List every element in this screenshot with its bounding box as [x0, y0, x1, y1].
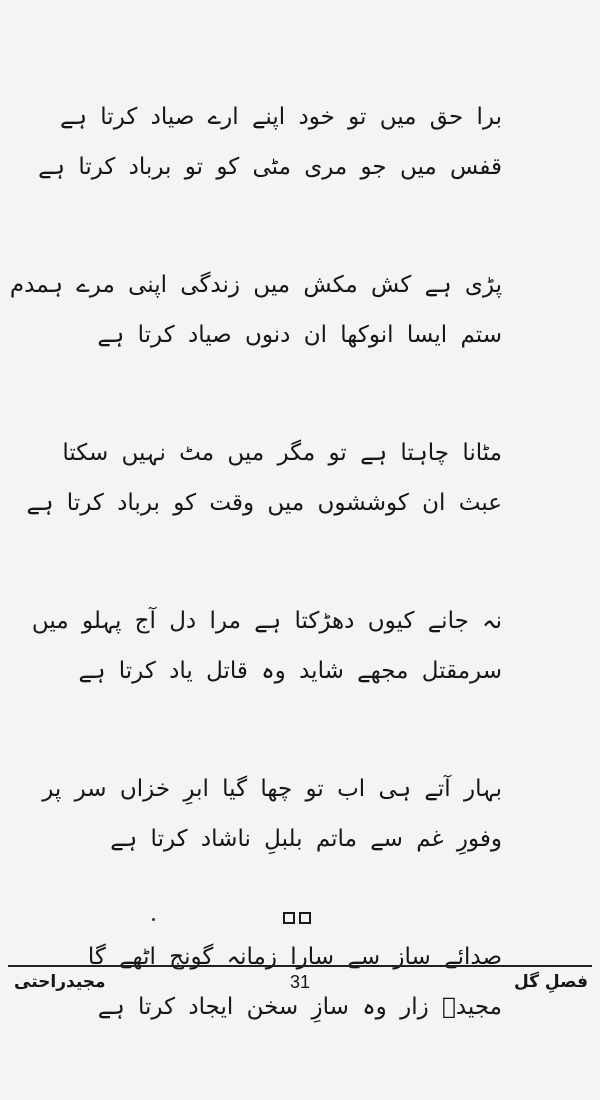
stanza-1 [38, 92, 502, 192]
footer-book-title: فصلِ گل [513, 972, 588, 992]
stanza-5 [42, 764, 502, 864]
stanza-3 [26, 428, 502, 528]
poem-line: مٹانا چاہتا ہے تو مگر میں مٹ نہیں سکتا [62, 440, 502, 466]
poem-line: نہ جانے کیوں دھڑکتا ہے مرا دل آج پہلو میں [31, 608, 502, 634]
footer-rule [8, 965, 592, 967]
stanza-2 [9, 260, 502, 360]
footer-author: مجیدراحتی [14, 972, 106, 992]
page-number: 31 [289, 972, 311, 992]
poem-line: عبث ان کوششوں میں وقت کو برباد کرتا ہے [26, 490, 502, 516]
poem-line: برا حق میں تو خود اپنے ارے صیاد کرتا ہے [60, 104, 502, 130]
poem-line: صدائے ساز سے سارا زمانہ گونج اٹھے گا [87, 944, 502, 970]
ornament-square-icon [283, 912, 295, 924]
poem-line: بہار آتے ہی اب تو چھا گیا ابرِ خزاں سر پر [42, 776, 502, 802]
poem-line: وفورِ غم سے ماتم بلبلِ ناشاد کرتا ہے [110, 826, 502, 852]
ink-dot [152, 918, 155, 921]
poem-line: سرمقتل مجھے شاید وہ قاتل یاد کرتا ہے [78, 658, 502, 684]
page-footer [0, 972, 600, 1002]
ornament-square-icon [299, 912, 311, 924]
poem-line: قفس میں جو مری مٹی کو تو برباد کرتا ہے [38, 154, 502, 180]
poem-line: ستم ایسا انوکھا ان دنوں صیاد کرتا ہے [97, 322, 502, 348]
section-end-ornament [283, 912, 311, 924]
poem-line: پڑی ہے کش مکش میں زندگی اپنی مرے ہمدم [9, 272, 502, 298]
poem-line: مجیدؔ زار وہ سازِ سخن ایجاد کرتا ہے [97, 994, 502, 1020]
stanza-4 [31, 596, 502, 696]
